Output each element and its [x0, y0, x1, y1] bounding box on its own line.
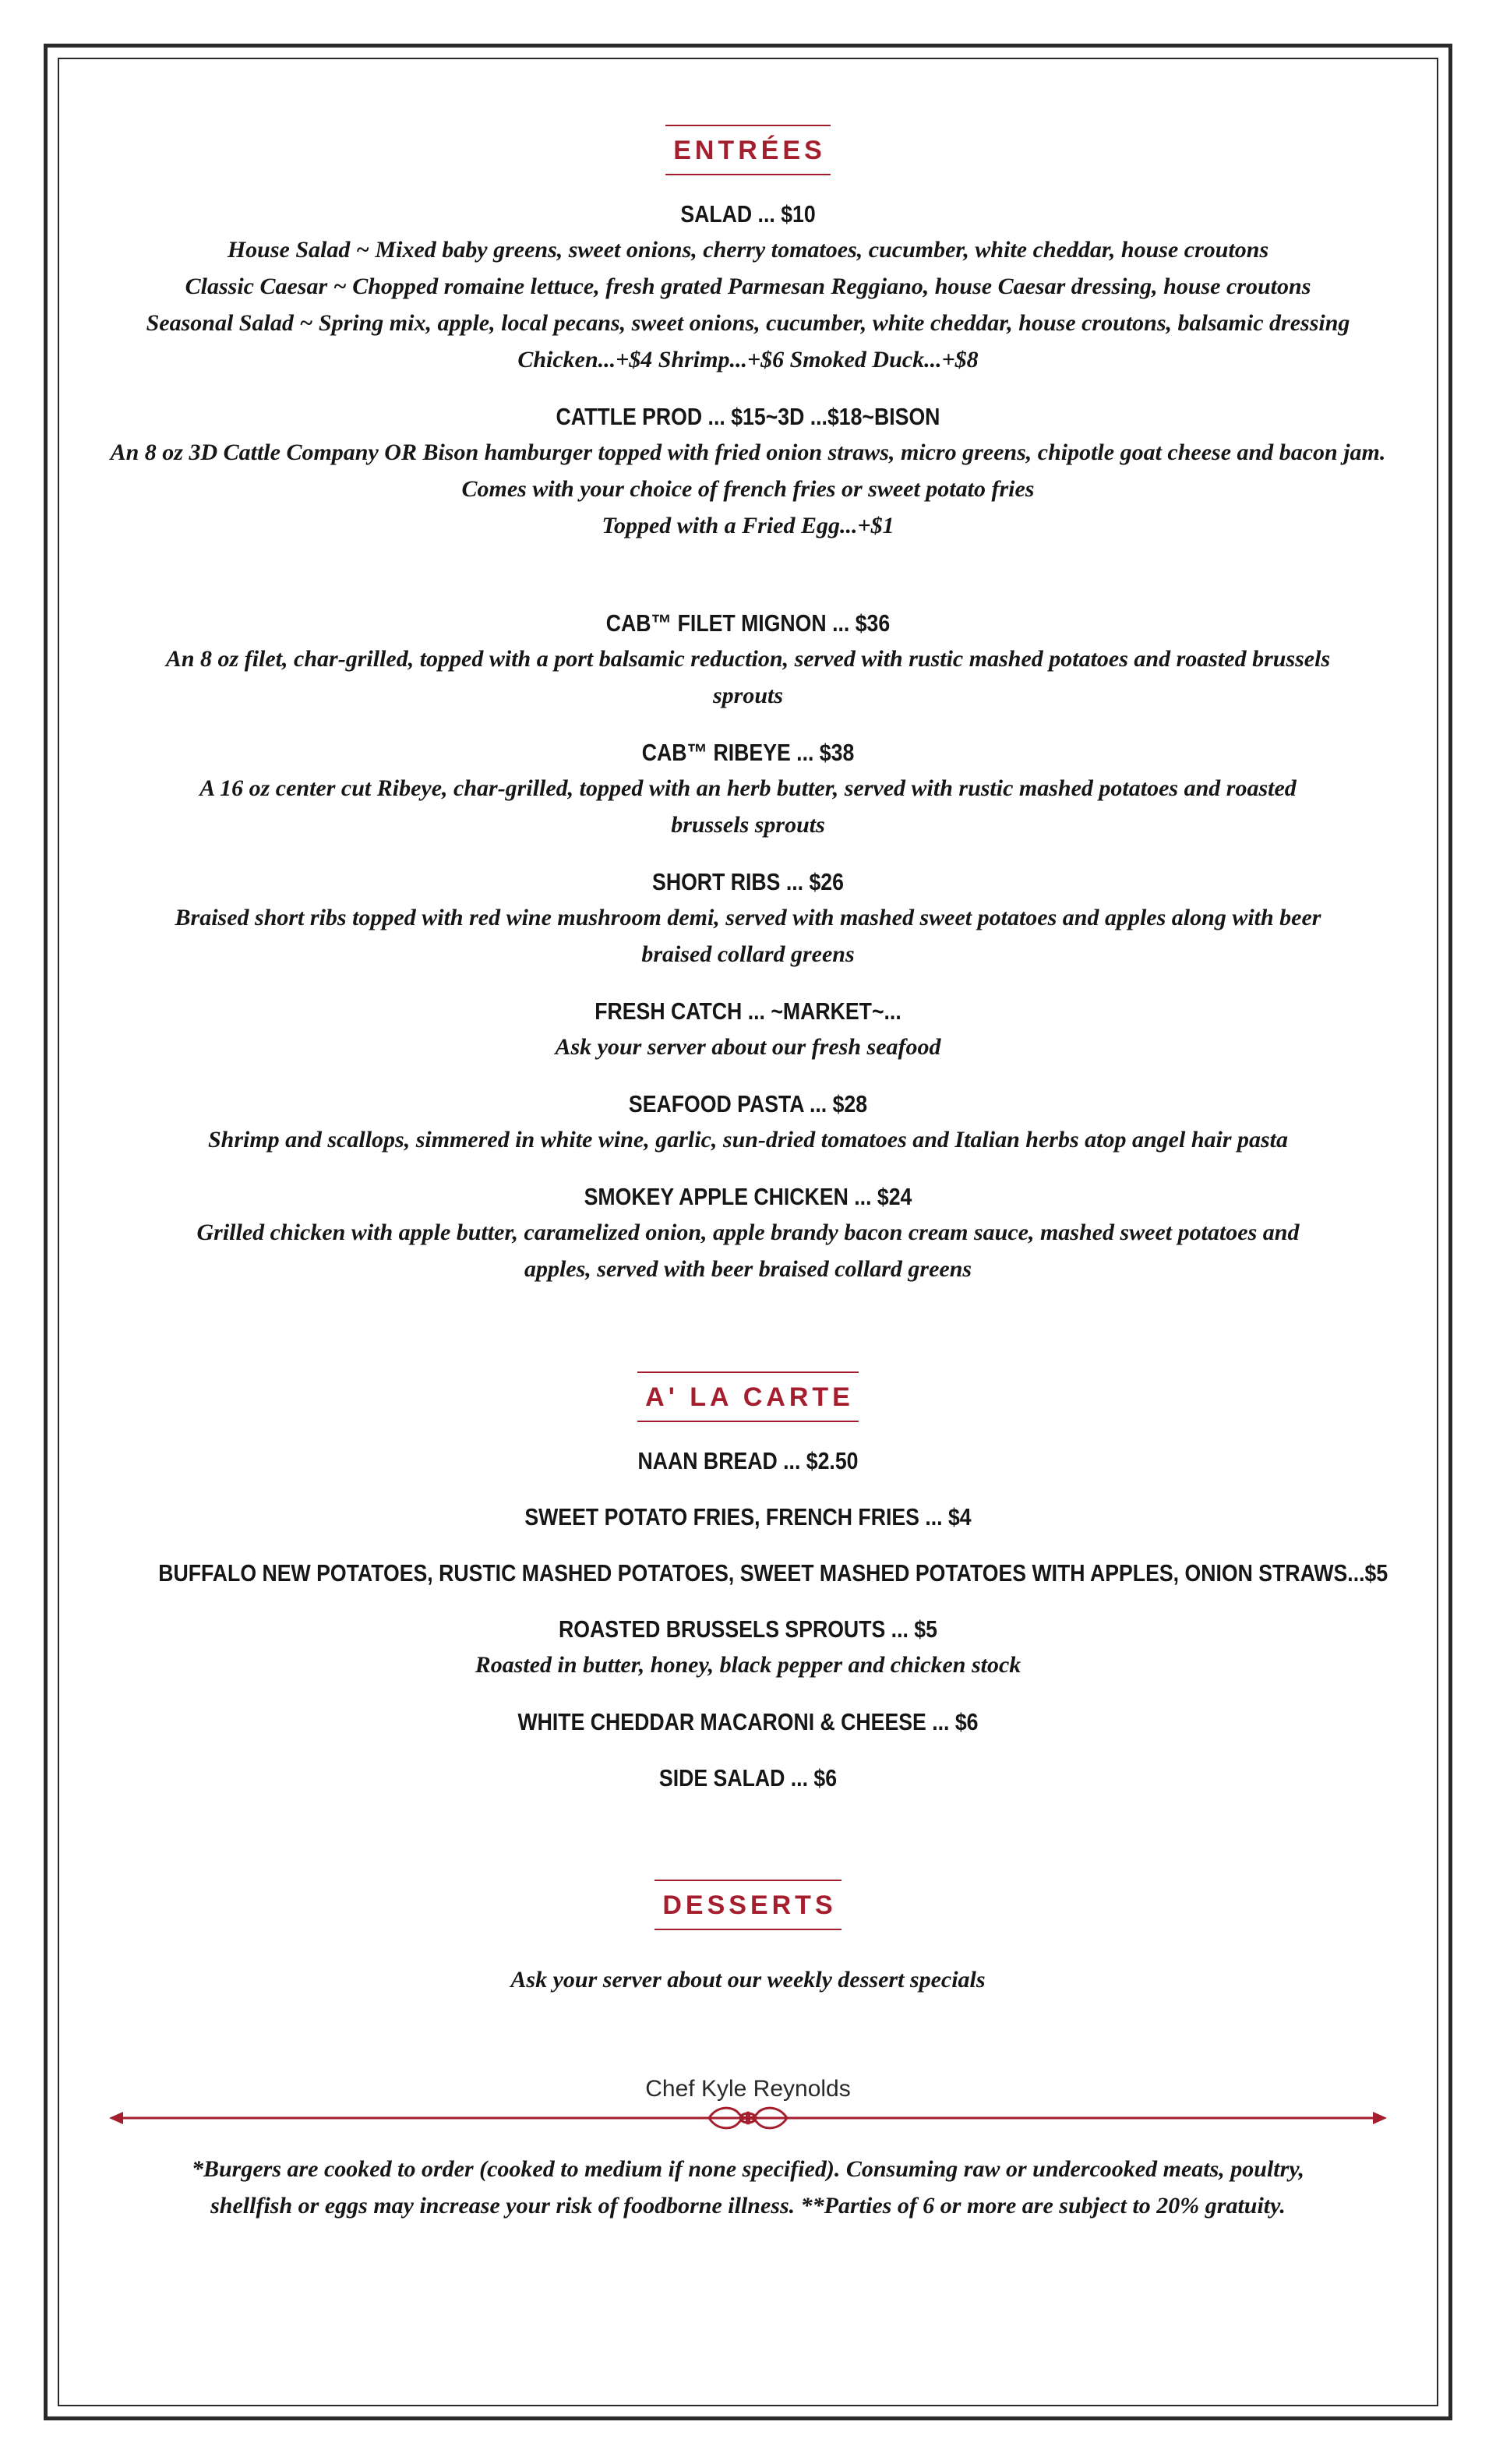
ornamental-divider — [109, 2102, 1387, 2134]
footnote-line: shellfish or eggs may increase your risk of foodborne illness. **Parties of 6 or more are subject to 20% gratuity. — [210, 2193, 1286, 2219]
item-desc-line: An 8 oz filet, char-grilled, topped with a port balsamic reduction, served with rustic mashed potatoes and roasted brussels — [165, 646, 1331, 672]
desserts-section — [62, 1880, 1434, 1998]
desserts-heading: DESSERTS — [654, 1880, 841, 1930]
item-desc-line: Grilled chicken with apple butter, caramelized onion, apple brandy bacon cream sauce, mashed sweet potatoes and — [196, 1220, 1300, 1245]
menu-item-short-ribs — [62, 865, 1434, 973]
item-side-salad: SIDE SALAD ... $6 — [658, 1764, 838, 1792]
item-name: ROASTED BRUSSELS SPROUTS ... $5 — [559, 1615, 937, 1643]
item-name: CATTLE PROD ... $15~3D ...$18~BISON — [556, 403, 940, 430]
menu-item-ribeye — [62, 736, 1434, 843]
item-name: SHORT RIBS ... $26 — [652, 868, 844, 895]
item-name: FRESH CATCH ... ~MARKET~... — [595, 997, 901, 1025]
menu-item-seafood-pasta — [62, 1087, 1434, 1158]
item-desc-line: Classic Caesar ~ Chopped romaine lettuce, fresh grated Parmesan Reggiano, house Caesar dressing, house croutons — [185, 274, 1311, 299]
item-desc-line: brussels sprouts — [671, 812, 825, 838]
item-fries: SWEET POTATO FRIES, FRENCH FRIES ... $4 — [524, 1503, 972, 1530]
item-desc-line: A 16 oz center cut Ribeye, char-grilled, topped with an herb butter, served with rustic mashed potatoes and roasted — [199, 775, 1297, 801]
entrees-section — [62, 125, 1434, 1287]
item-desc-line: Topped with a Fried Egg...+$1 — [602, 513, 894, 538]
item-desc-line: Braised short ribs topped with red wine mushroom demi, served with mashed sweet potatoes and apples along with beer — [175, 905, 1321, 930]
menu-item-salad — [62, 197, 1434, 378]
item-name: SALAD ... $10 — [680, 200, 816, 228]
footnote-line: *Burgers are cooked to order (cooked to medium if none specified). Consuming raw or undercooked meats, poultry, — [191, 2156, 1305, 2182]
item-naan-bread: NAAN BREAD ... $2.50 — [637, 1447, 859, 1474]
menu-item-filet-mignon — [62, 606, 1434, 714]
item-desc-line: Shrimp and scallops, simmered in white wine, garlic, sun-dried tomatoes and Italian herbs atop angel hair pasta — [207, 1127, 1289, 1153]
item-desc-line: House Salad ~ Mixed baby greens, sweet onions, cherry tomatoes, cucumber, white cheddar, house croutons — [227, 237, 1269, 263]
item-desc-line: Roasted in butter, honey, black pepper and chicken stock — [475, 1652, 1021, 1678]
menu-item-smokey-apple-chicken — [62, 1180, 1434, 1287]
item-desc-line: Ask your server about our fresh seafood — [555, 1034, 941, 1060]
menu-item-fresh-catch — [62, 994, 1434, 1065]
item-desc-line: An 8 oz 3D Cattle Company OR Bison hamburger topped with fried onion straws, micro greens, chipotle goat cheese and bacon jam. — [110, 439, 1386, 465]
menu-content — [62, 125, 1434, 2224]
item-name: SEAFOOD PASTA ... $28 — [628, 1090, 868, 1117]
desserts-desc: Ask your server about our weekly dessert specials — [510, 1967, 986, 1993]
menu-item-cattle-prod — [62, 400, 1434, 544]
chef-signature: Chef Kyle Reynolds — [645, 2076, 851, 2102]
item-desc-line: sprouts — [712, 683, 784, 708]
item-potatoes: BUFFALO NEW POTATOES, RUSTIC MASHED POTATOES, SWEET MASHED POTATOES WITH APPLES, ONION STRAWS...$5 — [158, 1559, 1388, 1587]
item-desc-line: apples, served with beer braised collard greens — [524, 1256, 972, 1282]
item-mac-cheese: WHITE CHEDDAR MACARONI & CHEESE ... $6 — [517, 1708, 979, 1735]
item-name: CAB™ RIBEYE ... $38 — [641, 739, 855, 766]
item-desc-line: Seasonal Salad ~ Spring mix, apple, local pecans, sweet onions, cucumber, white cheddar, house croutons, balsamic dressing — [146, 310, 1350, 336]
alacarte-section — [62, 1371, 1434, 1795]
item-desc-line: Chicken...+$4 Shrimp...+$6 Smoked Duck...+$8 — [517, 347, 979, 372]
entrees-heading: ENTRÉES — [665, 125, 831, 175]
item-name: SMOKEY APPLE CHICKEN ... $24 — [584, 1183, 912, 1210]
alacarte-heading: A' LA CARTE — [637, 1371, 859, 1422]
item-desc-line: Comes with your choice of french fries or sweet potato fries — [461, 476, 1035, 502]
item-desc-line: braised collard greens — [641, 941, 855, 967]
menu-item-brussels-sprouts — [62, 1612, 1434, 1683]
item-name: CAB™ FILET MIGNON ... $36 — [605, 609, 891, 637]
